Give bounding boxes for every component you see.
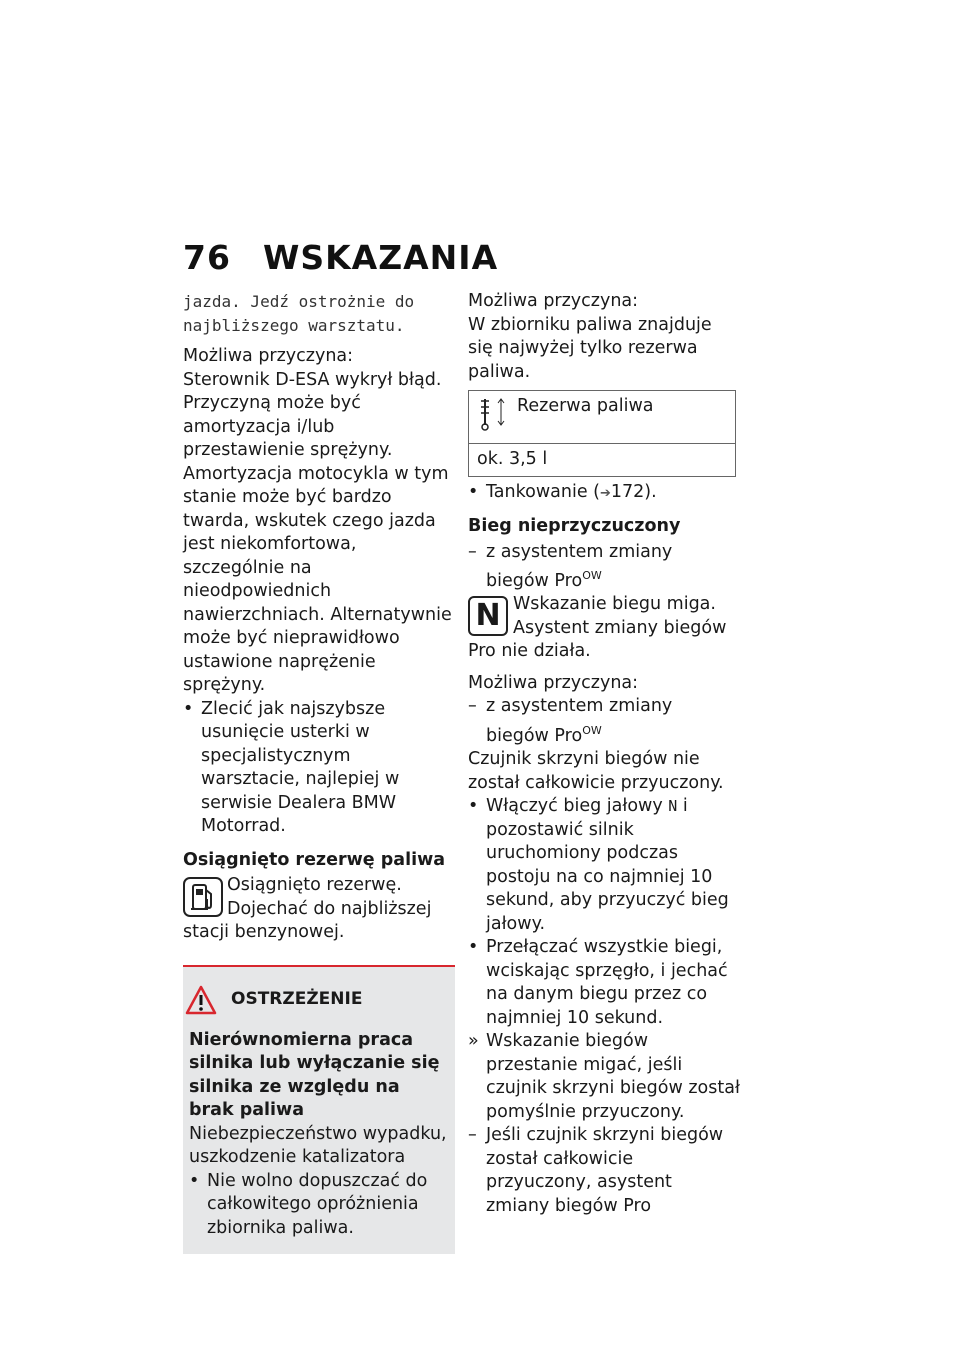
right-column [468, 290, 740, 1218]
section-heading: Osiągnięto rezerwę paliwa [183, 849, 446, 870]
cause-text: W zbiorniku paliwa znajduje się najwyżej tylko rezerwa paliwa. [468, 314, 712, 382]
warning-triangle-icon [185, 985, 217, 1015]
neutral-gear-icon: N [468, 596, 508, 636]
warning-bullet-text: Nie wolno dopuszczać do całkowitego opróżnienia zbiornika paliwa. [207, 1170, 428, 1238]
section-heading: Bieg nieprzyczuczony [468, 516, 681, 536]
left-column [183, 290, 455, 1254]
gear-indicator-text: Wskazanie biegu miga. Asystent zmiany biegów Pro nie działa. [468, 594, 727, 662]
page-reference-arrow-icon: ➔ [599, 485, 611, 501]
result-text: Wskazanie biegów przestanie migać, jeśli czujnik skrzyni biegów został pomyślnie przyuczony. [486, 1031, 740, 1122]
fuel-reserve-table [468, 390, 736, 477]
chapter-title: WSKAZANIA [262, 238, 499, 277]
table-header-text: Rezerwa paliwa [517, 396, 654, 416]
table-value-cell: ok. 3,5 l [469, 444, 736, 477]
cause-label: Możliwa przyczyna: [468, 291, 639, 311]
dash-text: z asystentem zmiany biegów Pro [486, 696, 673, 746]
cause-text: Sterownik D-ESA wykrył błąd. Przyczyną może być amortyzacja i/lub przestawienie sprężyny. Amortyzacja motocykla w tym stanie może być bardzo twarda, wskutek czego jazda jest niekomfortowa, szczególnie na nieodpowiednich nawierzchniach. Alternatywnie może być nieprawidłowo ustawione naprężenie sprężyny. [183, 369, 452, 695]
warning-bold-text: Nierównomierna praca silnika lub wyłączanie się silnika ze względu na brak paliwa [189, 1029, 440, 1120]
reserve-text: Osiągnięto rezerwę. Dojechać do najbliższej stacji benzynowej. [183, 875, 432, 942]
display-message: jazda. Jedź ostrożnie do najbliższego warsztatu. [183, 292, 415, 335]
bullet-text: Przełączać wszystkie biegi, wciskając sprzęgło, i jechać na danym biegu przez co najmniej 10 sekund. [486, 937, 728, 1028]
cause-block [183, 345, 455, 698]
reserve-indicator [183, 874, 455, 945]
warning-title [185, 985, 447, 1015]
list-item: – z asystentem zmiany biegów Pro$^{OW}$ [468, 696, 673, 746]
list-item: » Wskazanie biegów przestanie migać, jeśli czujnik skrzyni biegów został pomyślnie przyuczony. [468, 1031, 740, 1122]
table-header-cell [469, 391, 736, 444]
gear-indicator [468, 593, 740, 664]
dash-text: Jeśli czujnik skrzyni biegów został całkowicie przyuczony, asystent zmiany biegów Pro [486, 1125, 724, 1216]
bullet-text: Zlecić jak najszybsze usunięcie usterki w specjalistycznym warsztacie, najlepiej w serwisie Dealera BMW Motorrad. [201, 698, 400, 836]
list-item: • Tankowanie (➔172). [468, 481, 657, 502]
page-reference-link[interactable]: 172). [610, 481, 657, 502]
list-item: • Nie wolno dopuszczać do całkowitego opróżnienia zbiornika paliwa. [189, 1170, 428, 1238]
cause-label: Możliwa przyczyna: [183, 346, 354, 366]
sensor-text: Czujnik skrzyni biegów nie został całkowicie przyuczony. [468, 749, 724, 793]
page-number: 76 [183, 238, 231, 277]
list-item: – Jeśli czujnik skrzyni biegów został całkowicie przyuczony, asystent zmiany biegów Pro [468, 1125, 724, 1216]
cause-label: Możliwa przyczyna: [468, 672, 639, 693]
dash-text: z asystentem zmiany biegów Pro [486, 541, 673, 591]
superscript: OW [582, 569, 602, 582]
list-item: • Włączyć bieg jałowy N i pozostawić silnik uruchomiony podczas postoju na co najmniej 10 sekund, aby przyuczyć bieg jałowy. [468, 796, 729, 934]
list-item: • Przełączać wszystkie biegi, wciskając sprzęgło, i jechać na danym biegu przez co najmniej 10 sekund. [468, 937, 728, 1028]
cause-block [468, 290, 740, 384]
warning-title-text: OSTRZEŻENIE [231, 988, 363, 1009]
page-header [183, 238, 498, 277]
gear-code: N [668, 797, 678, 816]
bullet-text: Włączyć bieg jałowy [486, 796, 663, 817]
list-item: – z asystentem zmiany biegów Pro$^{OW}$ [468, 541, 673, 591]
warning-text: Niebezpieczeństwo wypadku, uszkodzenie katalizatora [189, 1123, 447, 1167]
superscript: OW [582, 723, 602, 737]
fuel-gauge-icon [479, 395, 509, 433]
fuel-pump-icon [183, 877, 223, 917]
warning-box [183, 965, 455, 1255]
refuel-text: Tankowanie ( [486, 481, 600, 502]
list-item: • Zlecić jak najszybsze usunięcie usterki w specjalistycznym warsztacie, najlepiej w serwisie Dealera BMW Motorrad. [183, 698, 400, 836]
bullet-text: i pozostawić silnik uruchomiony podczas postoju na co najmniej 10 sekund, aby przyuczyć bieg jałowy. [486, 796, 729, 934]
